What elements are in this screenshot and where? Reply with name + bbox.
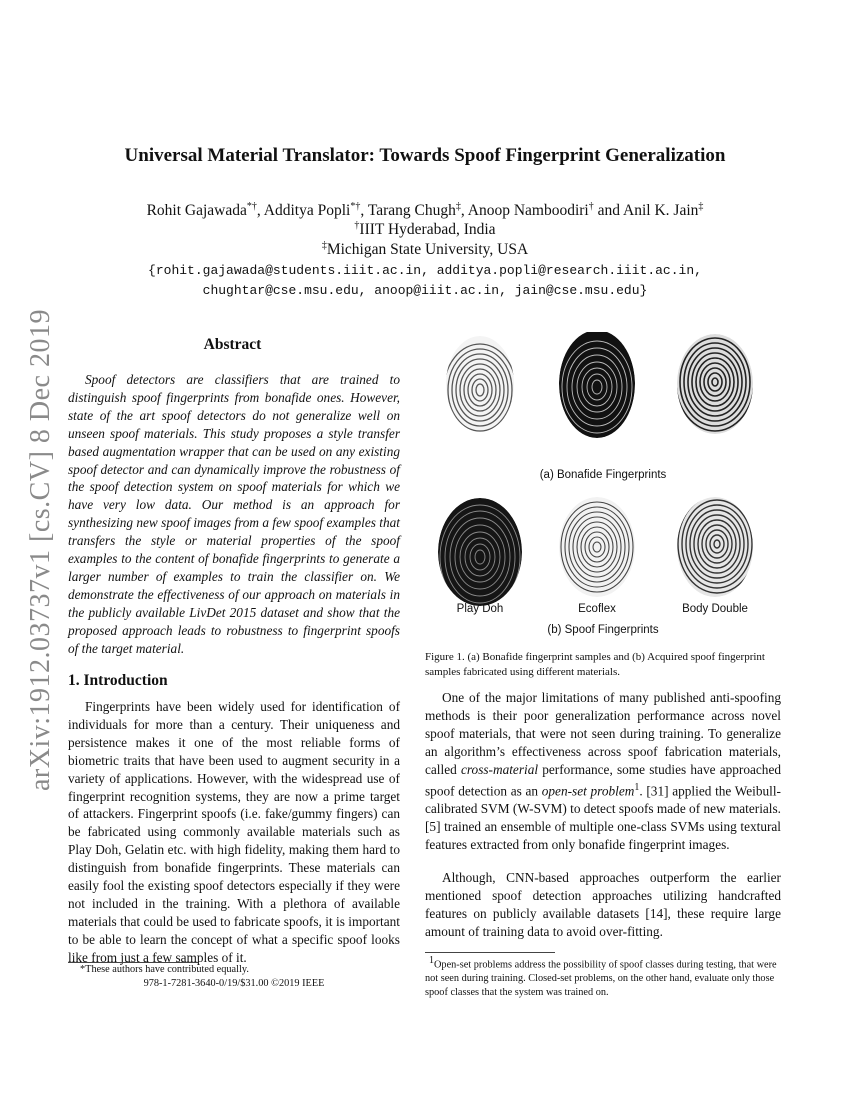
para-text: One of the major limitations of many published anti-spoofing methods is their poor generalization performance across novel spoof materials, that were not seen during training. To generalize an algorithm’s effectiveness across spoof fabrication materials, called [425,690,781,777]
affil-name: IIIT Hyderabad, India [359,221,496,239]
para-text: performance, some studies have approached spoof detection as an [425,761,781,798]
footnote-rule [425,952,555,953]
author-name: Anil K. Jain [623,202,699,220]
author-name: Anoop Namboodiri [467,202,589,220]
abstract-text: Spoof detectors are classifiers that are trained to distinguish spoof fingerprints from bonafide ones. However, state of the art spoof detectors do not generalize well on unseen spoof materials. This study proposes a style transfer based augmentation wrapper that can be used on any existing spoof detector and can dynamically improve the robustness of the spoof detection system on spoof materials for which we have very low data. Our method is an approach for synthesizing new spoof images from a few spoof examples that transfers the style or material properties of the spoof examples to the content of bonafide fingerprints to generate a larger number of examples to train the classifier on. We demonstrate the effectiveness of our approach on materials in the publicly available LivDet 2015 dataset and show that the proposed approach leads to robustness to fingerprint spoofs of the target material. [68,372,400,656]
abstract-heading: Abstract [203,336,262,353]
affil-name: Michigan State University, USA [326,241,529,259]
author-affil: ‡ [698,201,704,212]
figure-caption: Figure 1. (a) Bonafide fingerprint samples and (b) Acquired spoof fingerprint samples fabricated using different materials. [425,651,765,678]
fingerprint-images [425,332,781,646]
spoof-fingerprint-body-double [677,495,756,597]
affil-mark: ‡ [321,240,327,251]
footnote-text: Open-set problems address the possibility of spoof classes during testing, that were not seen during training. Closed-set problems, on the other hand, evaluate only those spoof classes that the system was trained on. [425,959,777,998]
email-line-1: {rohit.gajawada@students.iiit.ac.in, additya.popli@research.iiit.ac.in, [148,263,702,278]
author-conjunction: and [597,202,621,220]
affiliation-2 [0,240,850,259]
figure-label-body-double: Body Double [682,603,748,615]
introduction-text: Fingerprints have been widely used for identification of individuals for more than a century. Their uniqueness and persistence makes it one of the most reliable forms of biometric traits that have been used to augment security in a variety of applications. However, with the widespread use of fingerprint recognition systems, they are now a prime target of attackers. Fingerprint spoofs (i.e. fake/gummy fingers) can be fabricated using commonly available materials such as Play Doh, Gelatin etc. with high fidelity, making them hard to distinguish from bonafide fingerprints. These materials can easily fool the existing spoof detectors especially if they were not included in the training. With a plethora of available materials that could be used to fabricate spoofs, it is important to be able to learn the concept of what a specific spoof looks like from just a few samples of it. [68,699,400,965]
bonafide-fingerprint-3 [676,333,754,434]
bonafide-fingerprint-1 [444,336,516,436]
author-name: Additya Popli [263,202,351,220]
footnote-equal-contribution: *These authors have contributed equally. [80,964,249,975]
right-column-paragraph-2: Although, CNN-based approaches outperform the earlier mentioned spoof detection approaches utilizing handcrafted features on publicly available datasets [14], these require large amount of training data to avoid over-fitting. [425,870,781,939]
affil-mark: † [354,220,360,231]
author-affil: † [588,201,594,212]
author-name: Tarang Chugh [367,202,456,220]
ieee-copyright: 978-1-7281-3640-0/19/$31.00 ©2019 IEEE [143,978,325,989]
footnote-ref: 1 [634,781,640,793]
author-affil: *† [246,201,257,212]
footnote-open-set [425,954,781,999]
author-affil: *† [350,201,361,212]
author-line: Rohit Gajawada*†, Additya Popli*†, Tarang Chugh‡, Anoop Namboodiri† and Anil K. Jain‡ [146,201,704,220]
para-emphasis: open-set problem [541,782,635,798]
para-text: . [31] applied the Weibull-calibrated SVM (W-SVM) to detect spoofs made of new materials. [5] trained an ensemble of multiple one-class SVMs using textural features extracted from only bonafide fingerprint images. [425,782,781,852]
spoof-fingerprint-play-doh [438,498,522,609]
right-column-paragraph-1 [425,689,781,854]
bonafide-fingerprint-2 [559,332,635,438]
affiliation-1 [0,220,850,239]
footnote-rule [68,962,198,963]
email-line-2: chughtar@cse.msu.edu, anoop@iiit.ac.in, jain@cse.msu.edu} [202,283,648,298]
author-name: Rohit Gajawada [146,202,247,220]
footnote-mark: 1 [429,955,434,966]
spoof-fingerprint-ecoflex [559,497,635,597]
figure-label-play-doh: Play Doh [456,603,504,615]
arxiv-stamp: arXiv:1912.03737v1 [cs.CV] 8 Dec 2019 [25,309,56,791]
figure-label-ecoflex: Ecoflex [578,603,616,615]
figure-label-spoof: (b) Spoof Fingerprints [547,624,659,636]
paper-title: Universal Material Translator: Towards Spoof Fingerprint Generalization [124,145,726,166]
author-affil: ‡ [455,201,461,212]
introduction-heading: 1. Introduction [68,672,168,689]
figure-1 [425,332,781,646]
figure-label-bonafide: (a) Bonafide Fingerprints [539,469,667,481]
para-emphasis: cross-material [460,761,539,777]
